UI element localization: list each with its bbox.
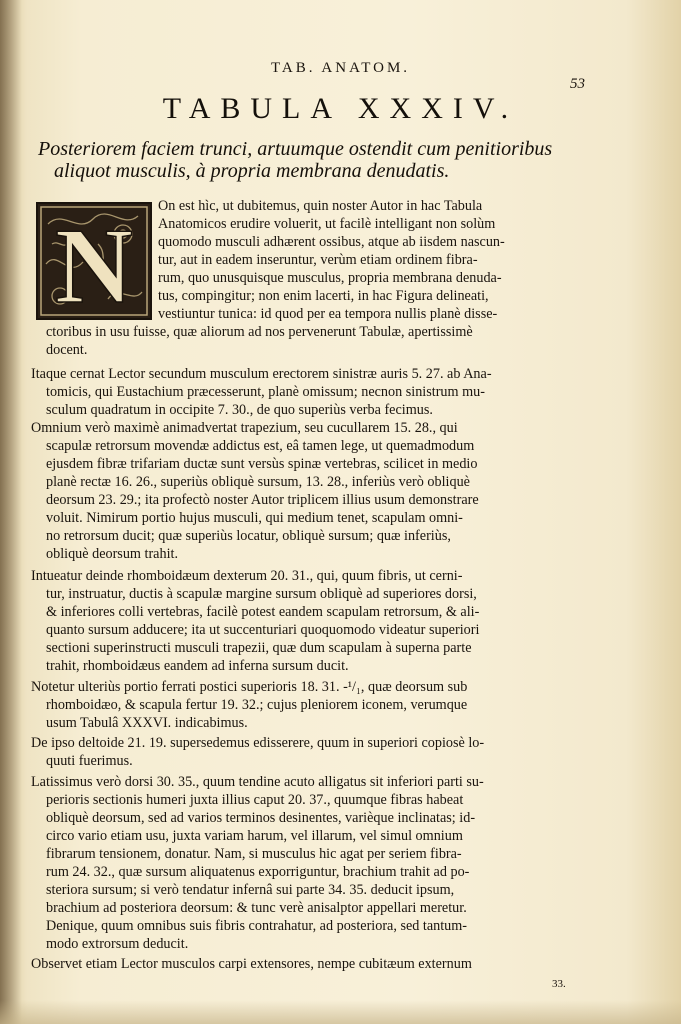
text-line: sectioni superinstructi musculi trapezii, quæ dum scapulam à superna parte [46, 640, 472, 656]
text-line: Notetur ulteriùs portio ferrati postici superioris 18. 31. -¹/₁, quæ deorsum sub [31, 679, 468, 695]
text-line: rum 24. 32., quæ sursum aliquatenus exporriguntur, brachium trahit ad po- [46, 864, 470, 880]
page-number: 53 [570, 76, 585, 92]
text-line: rhomboidæo, & scapula fertur 19. 32.; cujus pleniorem iconem, verumque [46, 697, 468, 713]
text-line: obliquè deorsum, sed ad varios terminos desinentes, varièque inclinatas; id- [46, 810, 476, 826]
text-line: planè rectæ 16. 26., superiùs obliquè sursum, 13. 28., inferiùs verò obliquè [46, 474, 470, 490]
gutter-shadow [0, 0, 22, 1024]
text-line: rum, quo unusquisque musculus, propria membrana denuda- [158, 270, 502, 286]
text-line: ctoribus in usu fuisse, quæ aliorum ad nos pervenerunt Tabulæ, apertissimè [46, 324, 473, 340]
text-line: Intueatur deinde rhomboidæum dexterum 20. 31., qui, quum fibris, ut cerni- [31, 568, 463, 584]
text-line: Denique, quum omnibus suis fibris contrahatur, ad posteriora, sed tantum- [46, 918, 468, 934]
plate-subtitle [38, 138, 598, 182]
text-line: trahit, rhomboidæus eandem ad inferna sursum ducit. [46, 658, 349, 674]
text-line: modo extrorsum deducit. [46, 936, 189, 952]
text-line: vestiuntur tunica: id quod per ea tempora nullis planè disse- [158, 306, 498, 322]
text-line: Latissimus verò dorsi 30. 35., quum tendine acuto alligatus sit inferiori parti su- [31, 774, 484, 790]
subtitle-line-1: Posteriorem faciem trunci, artuumque ostendit cum penitioribus [38, 138, 553, 160]
text-line: On est hìc, ut dubitemus, quin noster Autor in hac Tabula [158, 198, 483, 214]
text-line: tur, instruatur, ductis à scapulæ margine sursum obliquè ad superiores dorsi, [46, 586, 477, 602]
plate-title: TABULA XXXIV. [162, 92, 519, 125]
text-line: usum Tabulâ XXXVI. indicabimus. [46, 715, 248, 731]
text-line: Observet etiam Lector musculos carpi extensores, nempe cubitæum externum [31, 956, 472, 972]
text-line: fibrarum tensionem, donatur. Nam, si musculus hic agat per seriem fibra- [46, 846, 462, 862]
text-line: circo vario etiam usu, juxta variam harum, vel illarum, vel simul omnium [46, 828, 463, 844]
text-line: tus, compingitur; non enim lacerti, in hac Figura delineati, [158, 288, 489, 304]
initial-letter: N [55, 207, 133, 318]
subtitle-line-2: aliquot musculis, à propria membrana denudatis. [54, 160, 450, 182]
text-line: quomodo musculi adhærent ossibus, atque ab iisdem nascun- [158, 234, 505, 250]
text-line: perioris sectionis humeri juxta illius caput 20. 37., quumque fibras habeat [46, 792, 464, 808]
text-line: Itaque cernat Lector secundum musculum erectorem sinistræ auris 5. 27. ab Ana- [31, 366, 492, 382]
running-head: TAB. ANATOM. [270, 60, 411, 76]
text-line: voluit. Nimirum portio hujus musculi, qui medium tenet, scapulam omni- [46, 510, 463, 526]
text-line: tomicis, qui Eustachium præcesserunt, planè omissum; necnon sinistrum mu- [46, 384, 485, 400]
text-line: Anatomicos erudire voluerit, ut facilè intelligant non solùm [158, 216, 496, 232]
text-line: tur, aut in eadem inseruntur, verùm etiam ordinem fibra- [158, 252, 478, 268]
page-bottom-edge [0, 1000, 681, 1024]
catchword: 33. [552, 978, 566, 990]
text-line: ejusdem fibræ trifariam ductæ sunt versùs spinæ vertebras, scilicet in medio [46, 456, 478, 472]
text-line: quuti fuerimus. [46, 753, 133, 769]
text-line: sculum quadratum in occipite 7. 30., de quo superiùs verba fecimus. [46, 402, 433, 418]
text-line: steriora sursum; si verò tendatur infernâ sui parte 34. 35. deducit ipsum, [46, 882, 455, 898]
text-line: & inferiores colli vertebras, facilè potest eandem scapulam retrorsum, & ali- [46, 604, 480, 620]
text-line: Omnium verò maximè animadvertat trapezium, seu cucullarem 15. 28., qui [31, 420, 458, 436]
text-line: obliquè deorsum trahit. [46, 546, 178, 562]
text-line: quanto sursum adducere; ita ut succenturiari quoquomodo videatur superiori [46, 622, 480, 638]
text-line: docent. [46, 342, 88, 358]
text-line: deorsum 23. 29.; ita profectò noster Autor triplicem illius usum demonstrare [46, 492, 479, 508]
text-line: scapulæ retrorsum movendæ addictus est, eâ tamen lege, ut quemadmodum [46, 438, 475, 454]
text-line: De ipso deltoide 21. 19. supersedemus edisserere, quum in superiori copiosè lo- [31, 735, 485, 751]
text-line: no retrorsum ducit; quæ superiùs locatur, obliquè sursum; quæ inferiùs, [46, 528, 451, 544]
text-line: brachium ad posteriora deorsum: & tunc verè anisalptor appellari meretur. [46, 900, 467, 916]
decorated-initial-n [36, 202, 152, 320]
